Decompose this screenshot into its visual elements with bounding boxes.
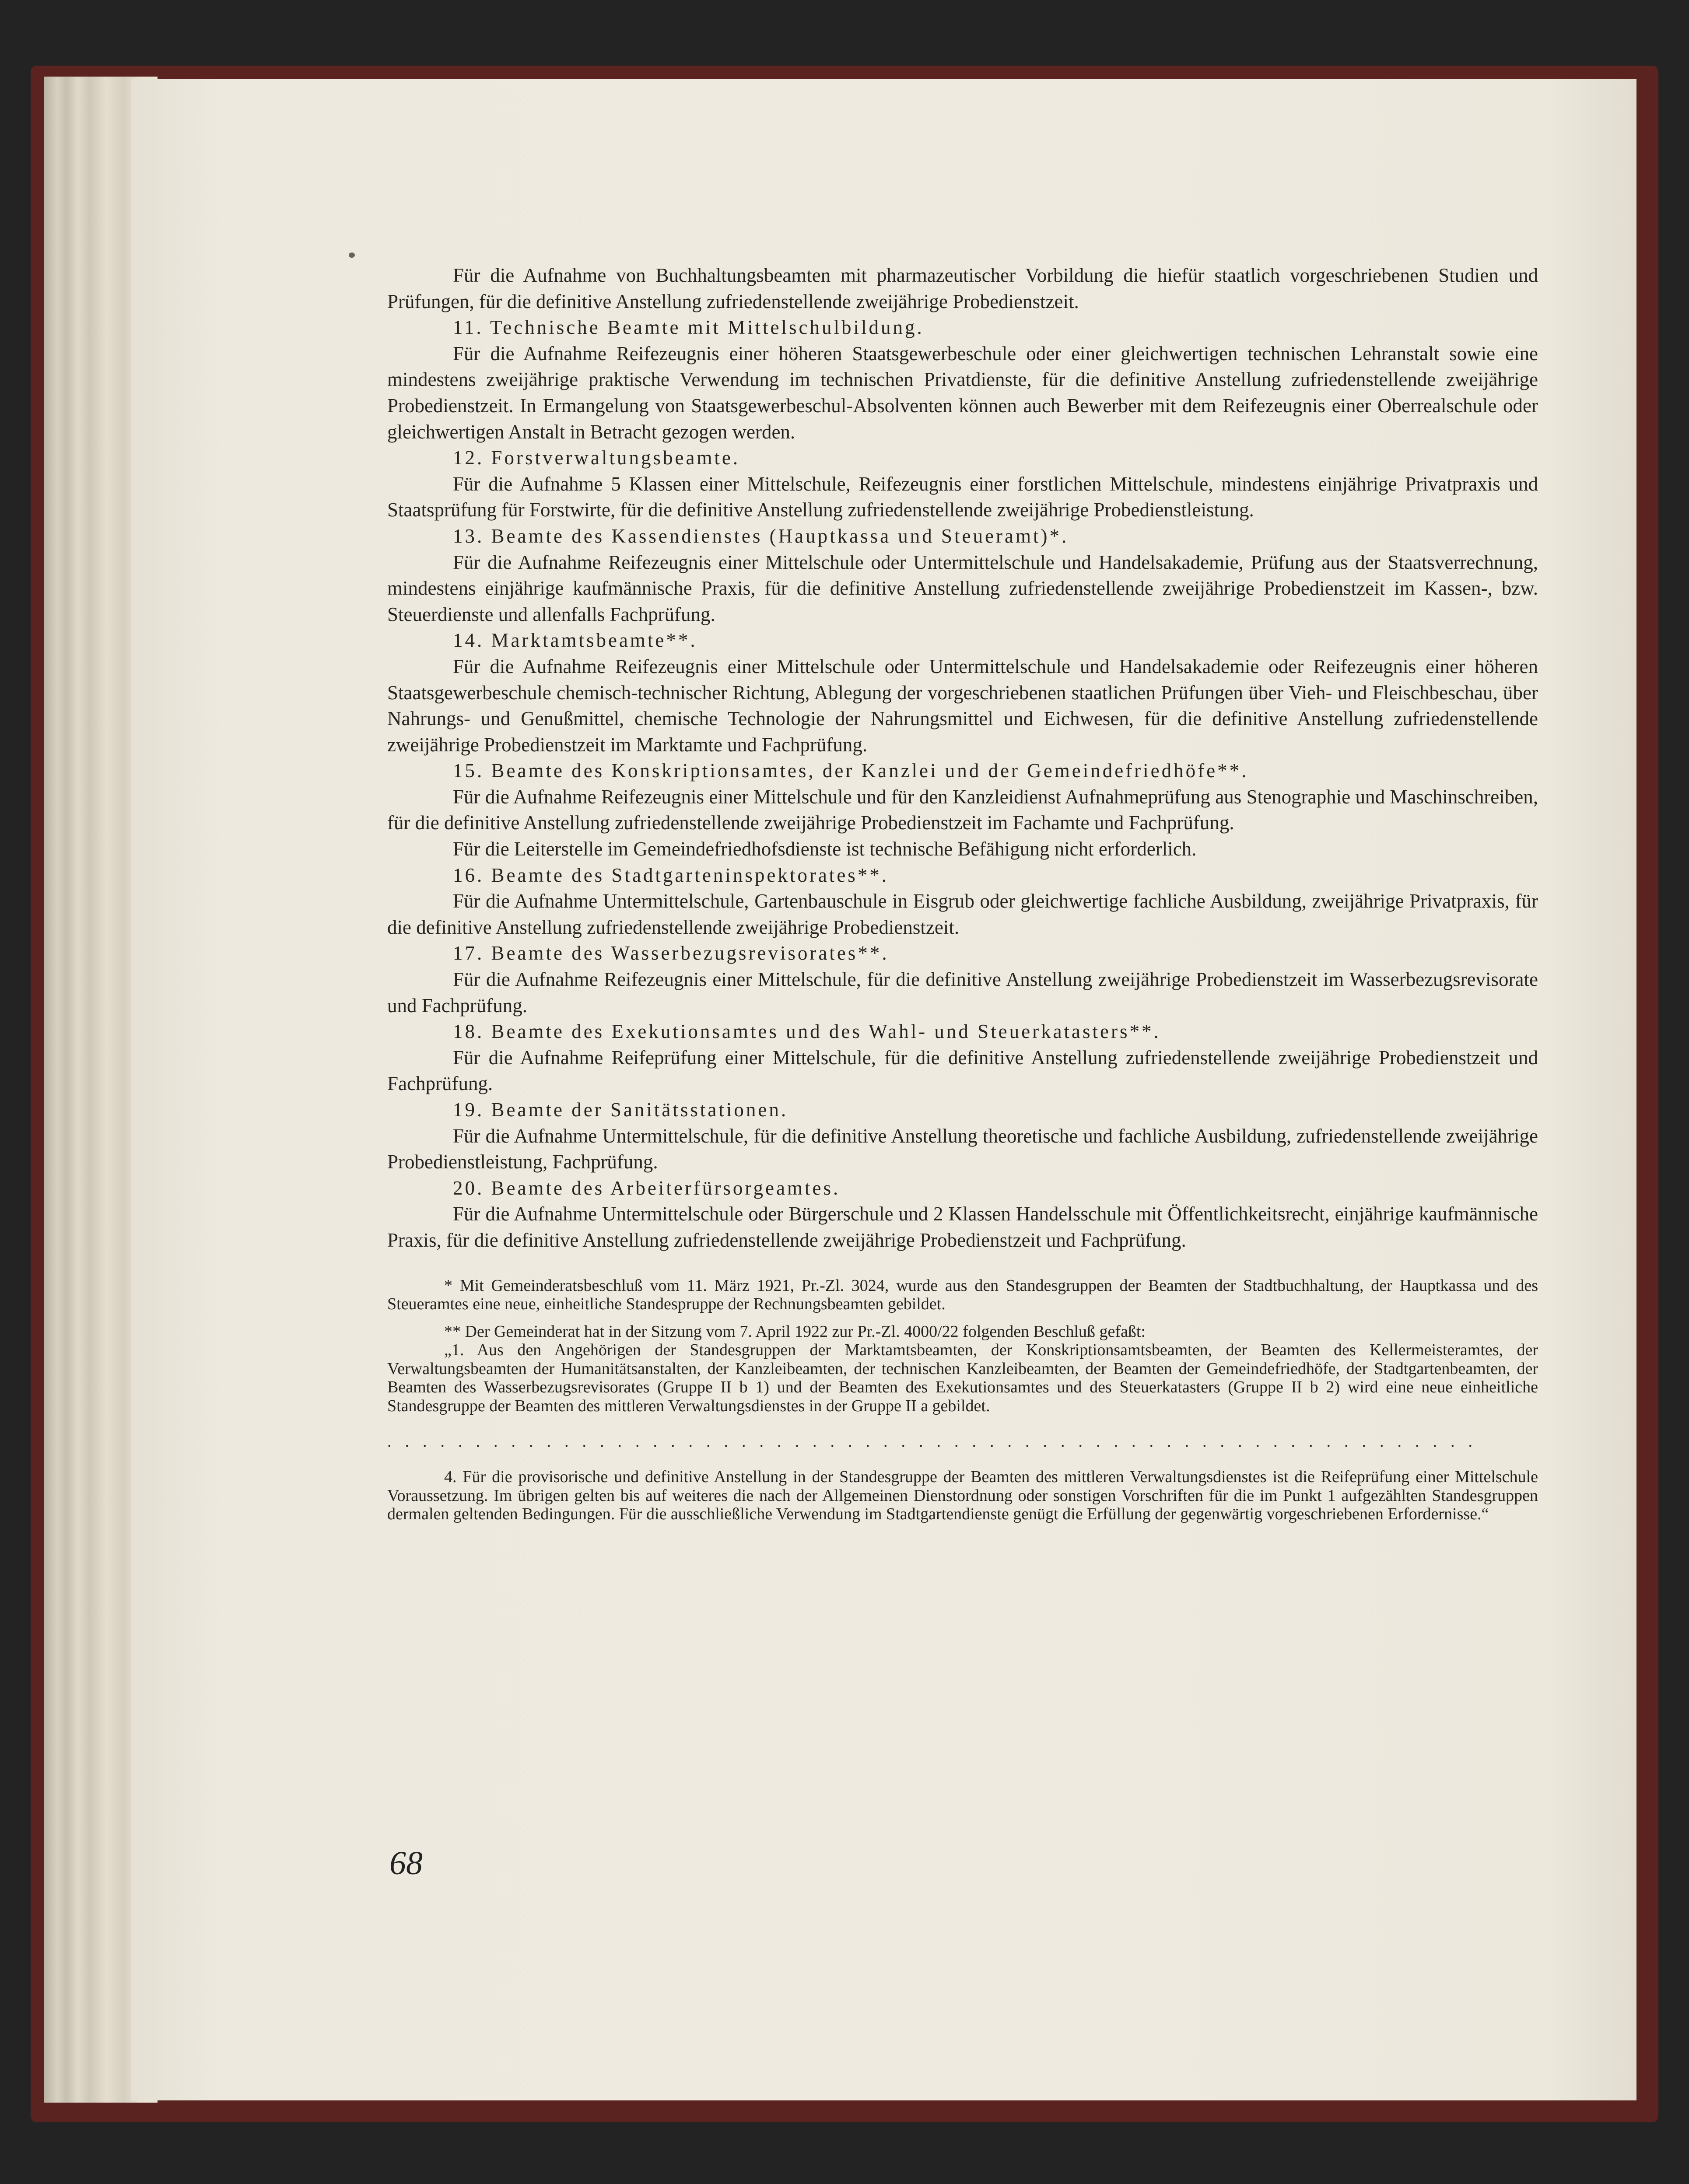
- footnote-2-quote: „1. Aus den Angehörigen der Standesgruppen der Marktamtsbeamten, der Konskriptionsamtsbeamten, der Beamten des Kellermeisteramtes, der Verwaltungsbeamten der Humanitätsanstalten, der Kanzleibeamten, der technischen Kanzleibeamten, der Beamten der Gemeindefriedhöfe, der Stadtgartenbeamten, der Beamten des Wasserbezugsrevisorates (Gruppe II b 1) und der Beamten des Exekutionsamtes und des Steuerkatasters (Gruppe II b 2) wird eine neue einheitliche Standesgruppe der Beamten des mittleren Verwaltungsdienstes in der Gruppe II a gebildet.: [387, 1341, 1538, 1415]
- footnote-1: * Mit Gemeinderatsbeschluß vom 11. März 1921, Pr.-Zl. 3024, wurde aus den Standesgruppen der Beamten der Stadtbuchhaltung, der Hauptkassa und des Steueramtes eine neue, einheitliche Standespruppe der Rechnungsbeamten gebildet.: [387, 1276, 1538, 1314]
- page-text: [387, 263, 1538, 1524]
- paragraph: Für die Aufnahme Reifezeugnis einer Mittelschule, für die definitive Anstellung zweijährige Probedienstzeit im Wasserbezugsrevisorate und Fachprüfung.: [387, 968, 1538, 1017]
- paragraph: Für die Leiterstelle im Gemeindefriedhofsdienste ist technische Befähigung nicht erforderlich.: [453, 838, 1197, 860]
- section-heading: 13. Beamte des Kassendienstes (Hauptkassa und Steueramt)*.: [453, 525, 1069, 547]
- section-heading: 11. Technische Beamte mit Mittelschulbildung.: [453, 316, 924, 339]
- ink-speck: [349, 252, 355, 258]
- paragraph: Für die Aufnahme Untermittelschule, für die definitive Anstellung theoretische und fachliche Ausbildung, zufriedenstellende zweijährige Probedienstleistung, Fachprüfung.: [387, 1125, 1538, 1173]
- paragraph: Für die Aufnahme Reifezeugnis einer höheren Staatsgewerbeschule oder einer gleichwertigen technischen Lehranstalt sowie eine mindestens zweijährige praktische Verwendung im technischen Privatdienste, für die definitive Anstellung zufriedenstellende zweijährige Probedienstzeit. In Ermangelung von Staatsgewerbeschul-Absolventen können auch Bewerber mit dem Reifezeugnis einer Oberrealschule oder gleichwertigen Anstalt in Betracht gezogen werden.: [387, 342, 1538, 443]
- footnotes: [387, 1276, 1538, 1524]
- section-heading: 14. Marktamtsbeamte**.: [453, 629, 697, 652]
- paragraph: Für die Aufnahme Reifezeugnis einer Mittelschule oder Untermittelschule und Handelsakademie, Prüfung aus der Staatsverrechnung, mindestens einjährige kaufmännische Praxis, für die definitive Anstellung zufriedenstellende zweijährige Probedienstzeit im Kassen-, bzw. Steuerdienste und allenfalls Fachprüfung.: [387, 551, 1538, 625]
- paragraph: Für die Aufnahme von Buchhaltungsbeamten mit pharmazeutischer Vorbildung die hiefür staatlich vorgeschriebenen Studien und Prüfungen, für die definitive Anstellung zufriedenstellende zweijährige Probedienstzeit.: [387, 264, 1538, 312]
- paragraph: Für die Aufnahme 5 Klassen einer Mittelschule, Reifezeugnis einer forstlichen Mittelschule, mindestens einjährige Privatpraxis und Staatsprüfung für Forstwirte, für die definitive Anstellung zufriedenstellende zweijährige Probedienstleistung.: [387, 473, 1538, 521]
- section-heading: 17. Beamte des Wasserbezugsrevisorates**.: [453, 942, 889, 964]
- section-heading: 16. Beamte des Stadtgarteninspektorates**.: [453, 864, 889, 886]
- section-heading: 20. Beamte des Arbeiterfürsorgeamtes.: [453, 1177, 841, 1199]
- paragraph: Für die Aufnahme Reifezeugnis einer Mittelschule und für den Kanzleidienst Aufnahmeprüfung aus Stenographie und Maschinschreiben, für die definitive Anstellung zufriedenstellende zweijährige Probedienstzeit im Fachamte und Fachprüfung.: [387, 785, 1538, 834]
- page-number: 68: [389, 1845, 423, 1882]
- paragraph: Für die Aufnahme Untermittelschule, Gartenbauschule in Eisgrub oder gleichwertige fachliche Ausbildung, zweijährige Privatpraxis, für die definitive Anstellung zufriedenstellende zweijährige Probedienstzeit.: [387, 890, 1538, 938]
- paragraph: Für die Aufnahme Reifeprüfung einer Mittelschule, für die definitive Anstellung zufriedenstellende zweijährige Probedienstzeit und Fachprüfung.: [387, 1046, 1538, 1095]
- ellipsis-divider: ..............................................................: [387, 1432, 1486, 1451]
- footnote-2-point-4: 4. Für die provisorische und definitive Anstellung in der Standesgruppe der Beamten des mittleren Verwaltungsdienstes ist die Reifeprüfung einer Mittelschule Voraussetzung. Im übrigen gelten bis auf weiteres die nach der Allgemeinen Dienstordnung oder sonstigen Vorschriften für die im Punkt 1 aufgezählten Standesgruppen dermalen geltenden Bedingungen. Für die ausschließliche Verwendung im Stadtgartendienste genügt die Erfüllung der gegenwärtig vorgeschriebenen Erfordernisse.“: [387, 1468, 1538, 1524]
- footnote-2: ** Der Gemeinderat hat in der Sitzung vom 7. April 1922 zur Pr.-Zl. 4000/22 folgenden Beschluß gefaßt:: [444, 1322, 1146, 1341]
- paragraph: Für die Aufnahme Untermittelschule oder Bürgerschule und 2 Klassen Handelsschule mit Öffentlichkeitsrecht, einjährige kaufmännische Praxis, für die definitive Anstellung zufriedenstellende zweijährige Probedienstzeit und Fachprüfung.: [387, 1203, 1538, 1251]
- section-heading: 18. Beamte des Exekutionsamtes und des Wahl- und Steuerkatasters**.: [453, 1020, 1161, 1043]
- section-heading: 12. Forstverwaltungsbeamte.: [453, 447, 740, 469]
- section-heading: 19. Beamte der Sanitätsstationen.: [453, 1099, 788, 1121]
- section-heading: 15. Beamte des Konskriptionsamtes, der Kanzlei und der Gemeindefriedhöfe**.: [453, 760, 1249, 782]
- paragraph: Für die Aufnahme Reifezeugnis einer Mittelschule oder Untermittelschule und Handelsakademie oder Reifezeugnis einer höheren Staatsgewerbeschule chemisch-technischer Richtung, Ablegung der vorgeschriebenen staatlichen Prüfungen über Vieh- und Fleischbeschau, über Nahrungs- und Genußmittel, chemische Technologie der Nahrungsmittel und Eichwesen, für die definitive Anstellung zufriedenstellende zweijährige Probedienstzeit im Marktamte und Fachprüfung.: [387, 655, 1538, 756]
